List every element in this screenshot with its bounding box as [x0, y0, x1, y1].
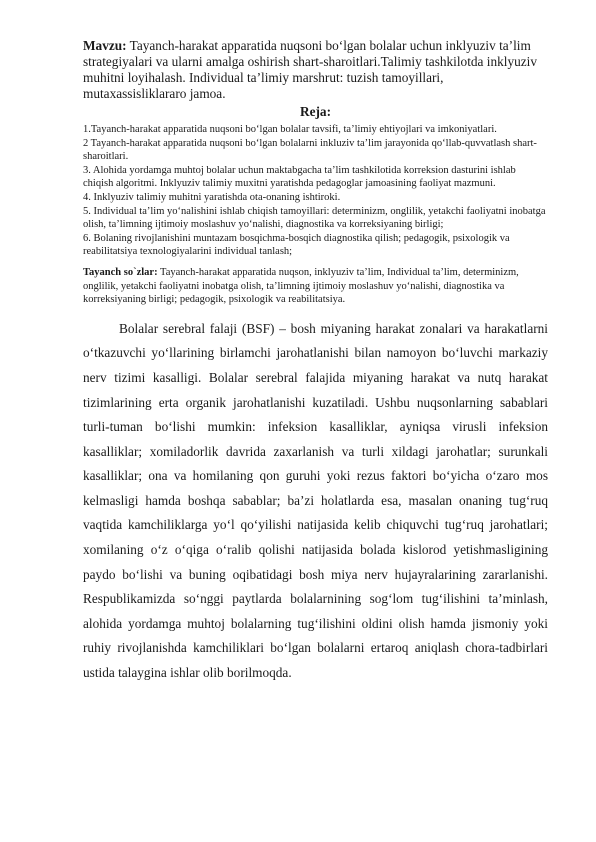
topic-text: Tayanch-harakat apparatida nuqsoni bo‘lgan bolalar uchun inklyuziv ta’lim strategiyalari va ularni amalga oshirish shart-sharoitlari.Talimiy tashkilotda inklyuziv muhitni loyihalash. Individual ta’limiy marshrut: tuzish tamoyillari, mutaxassisliklararo jamoa. [83, 38, 537, 101]
plan-item: 4. Inklyuziv talimiy muhitni yaratishda ota-onaning ishtiroki. [83, 191, 341, 203]
plan-item: 1.Tayanch-harakat apparatida nuqsoni bo‘lgan bolalar tavsifi, ta’limiy ehtiyojlari va imkoniyatlari. [83, 124, 497, 135]
keywords-text: Tayanch-harakat apparatida nuqson, inklyuziv ta’lim, Individual ta’lim, determinizm, onglilik, yetakchi faoliyatni inobatga olish, ta’limning ijtimoiy moslashuv yo‘nalishi, diagnostika va korreksiyaning birligi; pedagogik, psixologik va reabilitatsiya. [83, 266, 519, 306]
plan-item: 6. Bolaning rivojlanishini muntazam bosqichma-bosqich diagnostika qilish; pedagogik, psixologik va reabilitatsiya texnologiyalarini individual tanlash; [83, 232, 510, 258]
plan-item: 3. Alohida yordamga muhtoj bolalar uchun maktabgacha ta’lim tashkilotida korreksion dasturini ishlab chiqish algoritmi. Inklyuziv talimiy muxitni yaratishda pedagoglar jamoasining faoliyat mazmuni. [83, 164, 516, 190]
plan-title: Reja: [299, 104, 331, 119]
plan-item: 2 Tayanch-harakat apparatida nuqsoni bo‘lgan bolalarni inkluziv ta’lim jarayonida qo‘llab-quvvatlash shart-sharoitlari. [83, 137, 537, 163]
topic-paragraph [83, 38, 548, 102]
plan-list [83, 123, 548, 259]
topic-label: Mavzu: [83, 38, 127, 53]
plan-item: 5. Individual ta’lim yo‘nalishini ishlab chiqish tamoyillari: determinizm, onglilik, yetakchi faoliyatni inobatga olish, ta’limning ijtimoiy moslashuv yo‘nalishi, diagnostika va korreksiyaning birligi; [83, 205, 546, 231]
keywords-paragraph [83, 266, 548, 307]
body-paragraph: Bolalar serebral falaji (BSF) – bosh miyaning harakat zonalari va harakatlarni o‘tkazuvchi yo‘llarining birlamchi jarohatlanishi bilan namoyon bo‘luvchi markaziy nerv tizimi kasalligi. Bolalar serebral falajida miyaning harakat va nutq harakat tizimlarining erta organik jarohatlanishi kuzatiladi. Ushbu nuqsonlarning sabablari turli-tuman bo‘lishi mumkin: infeksion kasalliklar, ayniqsa virusli infeksion kasalliklar; xomiladorlik davrida zaxarlanish va turli xildagi jarohatlar; surunkali kasalliklar; ona va homilaning qon guruhi yoki rezus faktori bo‘yicha o‘zaro mos kelmasligi hamda boshqa sabablar; ba’zi holatlarda esa, masalan onaning tug‘ruq vaqtida kamchiliklarga yo‘l qo‘yilishi natijasida kelib chiquvchi tug‘ruq jarohatlari; xomilaning o‘z o‘qiga o‘ralib qolishi natijasida bolada kislorod yetishmasligining paydo bo‘lishi va buning oqibatidagi bosh miya nerv hujayralarining zararlanishi. Respublikamizda so‘nggi paytlarda bolalarnining sog‘lom tug‘ilishini ta’minlash, alohida yordamga muhtoj bolalarning tug‘ilishini oldini olish hamda jismoniy yoki ruhiy rivojlanishda kamchiliklari bo‘lgan bolalarni ertaroq aniqlash chora-tadbirlari ustida talaygina ishlar olib borilmoqda. [83, 320, 548, 681]
keywords-label: Tayanch so`zlar: [83, 266, 158, 278]
